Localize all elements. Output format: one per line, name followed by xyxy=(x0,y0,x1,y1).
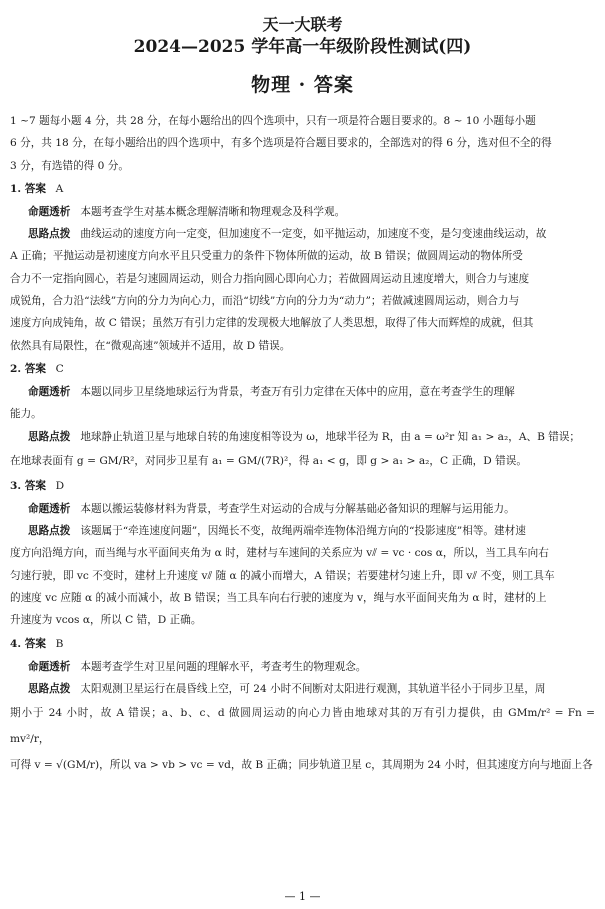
answer-label: 答案 xyxy=(24,362,46,375)
question-header xyxy=(10,632,595,656)
analysis-section xyxy=(10,656,595,678)
answer-value: A xyxy=(55,182,64,195)
answer-page xyxy=(0,14,605,909)
question-1 xyxy=(10,177,595,357)
thinking-section xyxy=(10,223,595,357)
analysis-text: 本题以搬运装修材料为背景，考查学生对运动的合成与分解基础必备知识的理解与运用能力。 xyxy=(80,502,515,515)
question-header xyxy=(10,357,595,381)
analysis-section xyxy=(10,498,595,520)
analysis-label: 命题透析 xyxy=(28,205,71,218)
instruction-line: 1 ~7 题每小题 4 分，共 28 分，在每小题给出的四个选项中，只有一项是符合题目要求的。8 ~ 10 小题每小题 xyxy=(10,115,536,127)
question-2 xyxy=(10,357,595,474)
answer-value: B xyxy=(55,637,64,650)
thinking-line: 合力不一定指向圆心，若是匀速圆周运动，则合力指向圆心即向心力；若做圆周运动且速度增大，则合力与速度 xyxy=(10,272,530,285)
thinking-line: 升速度为 vcos α，所以 C 错，D 正确。 xyxy=(10,614,202,627)
thinking-line: 的速度 vc 应随 α 的减小而减小，故 B 错误；当工具车向右行驶的速度为 v，绳与水平面间夹角为 α 时，建材的上 xyxy=(10,592,547,605)
question-header xyxy=(10,177,595,201)
scoring-instructions xyxy=(10,110,595,177)
exam-organizer: 天一大联考 xyxy=(262,15,343,34)
analysis-text: 本题考查学生对卫星问题的理解水平，考查考生的物理观念。 xyxy=(80,660,367,673)
answer-value: C xyxy=(55,362,64,375)
thinking-label: 思路点拨 xyxy=(28,430,71,443)
answer-value: D xyxy=(55,479,65,492)
thinking-line: 曲线运动的速度方向一定变，但加速度不一定变，如平抛运动，加速度不变，是匀变速曲线运动，故 xyxy=(80,228,547,241)
exam-title: 2024—2025 学年高一年级阶段性测试(四) xyxy=(133,37,472,57)
thinking-line: 地球静止轨道卫星与地球自转的角速度相等设为 ω，地球半径为 R，由 a = ω²r 知 a₁ > a₂，A、B 错误； xyxy=(80,430,581,443)
thinking-line: 速度方向成钝角，故 C 错误；虽然万有引力定律的发现极大地解放了人类思想，取得了伟大而辉煌的成就，但其 xyxy=(10,317,534,330)
analysis-label: 命题透析 xyxy=(28,660,71,673)
question-header xyxy=(10,474,595,498)
thinking-line: A 正确；平抛运动是初速度方向水平且只受重力的条件下物体所做的运动，故 B 错误；做圆周运动的物体所受 xyxy=(10,250,523,263)
thinking-line: 可得 v = √(GM/r)，所以 va > vb > vc = vd，故 B 正确；同步轨道卫星 c，其周期为 24 小时，但其速度方向与地面上各 xyxy=(10,759,593,772)
answer-label: 答案 xyxy=(24,479,46,492)
thinking-line: 期小于 24 小时，故 A 错误；a、b、c、d 做圆周运动的向心力皆由地球对其的万有引力提供，由 GMm/r² = Fn = mv²/r， xyxy=(10,707,595,746)
question-3 xyxy=(10,474,595,632)
thinking-label: 思路点拨 xyxy=(28,682,71,695)
thinking-line: 度方向沿绳方向，而当绳与水平面间夹角为 α 时，建材与车速间的关系应为 v⫽ = vc · cos α，所以，当工具车向右 xyxy=(10,547,549,560)
page-number: — 1 — xyxy=(284,890,321,903)
analysis-line: 本题以同步卫星绕地球运行为背景，考查万有引力定律在天体中的应用，意在考查学生的理解 xyxy=(80,385,515,398)
thinking-section xyxy=(10,520,595,631)
subject-title: 物理 · 答案 xyxy=(251,74,354,96)
analysis-line: 能力。 xyxy=(10,408,42,421)
analysis-section xyxy=(10,201,595,223)
thinking-section xyxy=(10,426,595,474)
question-number: 3. xyxy=(10,479,22,492)
thinking-label: 思路点拨 xyxy=(28,228,71,241)
analysis-label: 命题透析 xyxy=(28,502,71,515)
instruction-line: 3 分，有选错的得 0 分。 xyxy=(10,159,129,172)
answer-label: 答案 xyxy=(24,182,46,195)
analysis-section xyxy=(10,381,595,426)
answer-label: 答案 xyxy=(24,637,46,650)
instruction-line: 6 分，共 18 分，在每小题给出的四个选项中，有多个选项是符合题目要求的，全部选对的得 6 分，选对但不全的得 xyxy=(10,137,552,150)
thinking-label: 思路点拨 xyxy=(28,525,71,538)
thinking-line: 匀速行驶，即 vc 不变时，建材上升速度 v⫽ 随 α 的减小而增大，A 错误；若要建材匀速上升，即 v⫽ 不变，则工具车 xyxy=(10,569,555,582)
thinking-line: 太阳观测卫星运行在晨昏线上空，可 24 小时不间断对太阳进行观测，其轨道半径小于同步卫星，周 xyxy=(80,682,546,695)
question-number: 2. xyxy=(10,362,22,375)
thinking-line: 该题属于“牵连速度问题”，因绳长不变，故绳两端牵连物体沿绳方向的“投影速度”相等。建材速 xyxy=(80,525,526,538)
question-number: 1. xyxy=(10,182,22,195)
analysis-label: 命题透析 xyxy=(28,385,71,398)
thinking-line: 依然具有局限性，在“微观高速”领域并不适用，故 D 错误。 xyxy=(10,339,291,352)
thinking-line: 成锐角，合力沿“法线”方向的分力为向心力，而沿“切线”方向的分力为“动力”；若做减速圆周运动，则合力与 xyxy=(10,295,520,308)
thinking-section xyxy=(10,678,595,778)
question-number: 4. xyxy=(10,637,22,650)
question-4 xyxy=(10,632,595,779)
equation-line: 在地球表面有 g = GM/R²，对同步卫星有 a₁ = GM/(7R)²，得 a₁ < g，即 g > a₁ > a₂，C 正确，D 错误。 xyxy=(10,454,527,467)
analysis-text: 本题考查学生对基本概念理解清晰和物理观念及科学观。 xyxy=(80,205,346,218)
